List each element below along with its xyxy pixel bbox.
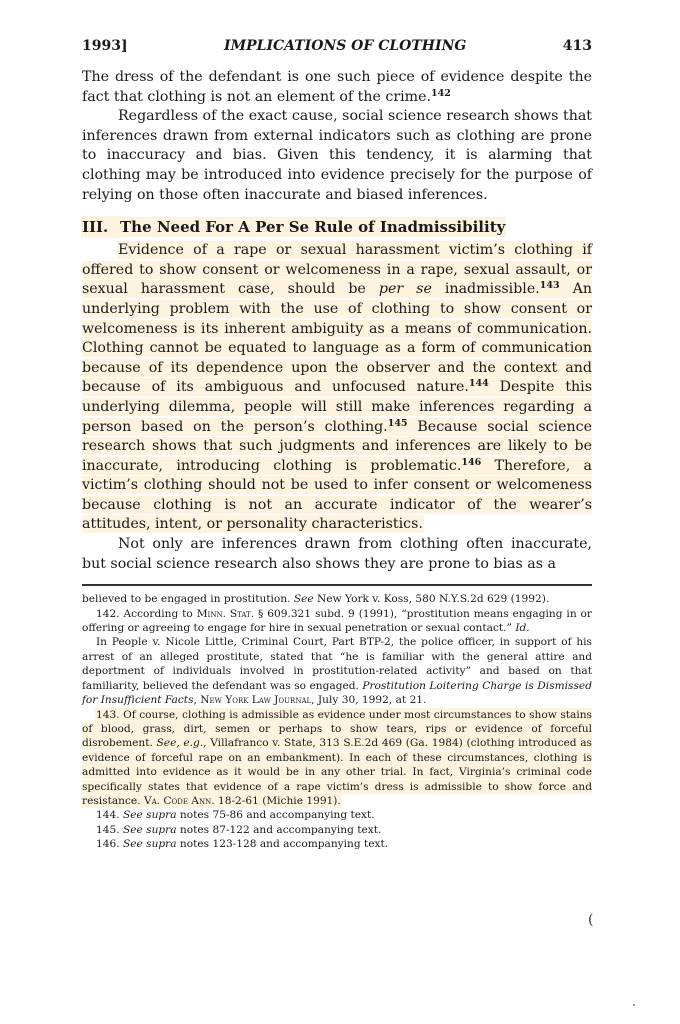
- p3-text-a-end: inadmissible.: [431, 281, 540, 298]
- fn145-see: See supra: [122, 823, 177, 836]
- fn142b-text-b: ,: [193, 694, 201, 707]
- paragraph-1-text: The dress of the defendant is one such piece of evidence despite the fact that clothing is not an element of the crime.: [82, 69, 592, 105]
- p3-text-e: Therefore, a victim’s clothing should not be used to infer consent or welcomeness because clothing is not an accurate indicator of the wearer’s attitudes, intent, or personality characteristics.: [82, 457, 592, 533]
- footnote-divider: [82, 584, 592, 586]
- header-year: 1993]: [82, 38, 128, 54]
- section-title: The Need For A Per Se Rule of Inadmissibility: [120, 218, 506, 237]
- fn146-text: notes 123-128 and accompanying text.: [176, 838, 389, 851]
- footnote-ref-142[interactable]: 142: [431, 87, 451, 99]
- fn142b-text-c: , July 30, 1992, at 21.: [311, 694, 427, 707]
- margin-pencil-mark: (: [588, 912, 594, 928]
- paragraph-2: Regardless of the exact cause, social science research shows that inferences drawn from external indicators such as clothing are prone to inaccuracy and bias. Given this tendency, it is alarming that clothing may be introduced into evidence precisely for the purpose of relying on those often inaccurate and biased inferences.: [82, 108, 592, 203]
- p3-text-a: Evidence of a rape or sexual harassment victim’s clothing if offered to show consent or welcomeness in a rape, sexual assault, or sexual harassment case, should be: [82, 242, 592, 298]
- fn-cont-see: See: [293, 593, 314, 606]
- fn146-see: See supra: [122, 838, 177, 851]
- section-heading: [82, 217, 592, 237]
- footnote-143-number: 143.: [96, 708, 120, 721]
- footnote-144: [82, 808, 592, 822]
- fn143-see: See, e.g.: [156, 737, 204, 750]
- fn-cont-text-b: New York v. Koss, 580 N.Y.S.2d 629 (1992).: [313, 593, 550, 606]
- fn142b-journal: New York Law Journal: [200, 694, 312, 707]
- fn145-text: notes 87-122 and accompanying text.: [176, 823, 382, 836]
- footnote-ref-144[interactable]: 144: [468, 378, 489, 390]
- running-header: [82, 38, 592, 60]
- fn143-text-c: 18-2-61 (Michie 1991).: [214, 794, 341, 807]
- footnote-ref-143[interactable]: 143: [539, 280, 560, 292]
- header-title: IMPLICATIONS OF CLOTHING: [224, 38, 467, 54]
- fn144-text: notes 75-86 and accompanying text.: [176, 809, 375, 822]
- paragraph-4: Not only are inferences drawn from clothing often inaccurate, but social science research also shows they are prone to bias as a: [82, 536, 592, 572]
- main-text: [82, 68, 592, 574]
- section-numeral: III.: [82, 217, 120, 237]
- fn143-text-b: , Villafranco v. State, 313 S.E.2d 469 (Ga. 1984) (clothing introduced as evidence of forceful rape on an embankment). In each of these circumstances, clothing is admitted into evidence as it would be in any other trial. In fact, Virginia’s criminal code specifically states that evidence of a rape victim’s dress is admissible to show force and resistance.: [82, 737, 592, 807]
- scan-speck: [633, 1004, 635, 1006]
- footnote-142-number: 142.: [96, 607, 120, 620]
- footnote-142: [82, 607, 592, 636]
- fn142-statute: Minn. Stat.: [196, 607, 255, 620]
- footnote-145: [82, 823, 592, 837]
- p3-text-c: Despite this underlying dilemma, people will still make inferences regarding a person based on the person’s clothing.: [82, 379, 592, 435]
- footnote-ref-146[interactable]: 146: [461, 456, 482, 468]
- fn142-text-b: § 609.321 subd. 9 (1991), “prostitution means engaging in or offering or agreeing to engage for hire in sexual penetration or sexual contact.”: [82, 607, 592, 635]
- document-page: [82, 38, 592, 852]
- footnote-146-number: 146.: [96, 838, 120, 851]
- fn142b-text-a: In People v. Nicole Little, Criminal Court, Part BTP-2, the police officer, in support of his arrest of an alleged prostitute, stated that “he is familiar with the general attire and deportment of individuals involved in prostitution-related activity” and based on that familiarity, believed the defendant was so engaged.: [82, 636, 592, 692]
- footnote-142-continued: [82, 635, 592, 707]
- fn142-text-a: According to: [119, 607, 197, 620]
- fn142b-article-title: Prostitution Loitering Charge is Dismissed for Insufficient Facts: [82, 679, 592, 707]
- fn144-see: See supra: [122, 809, 177, 822]
- footnote-145-number: 145.: [96, 823, 120, 836]
- paragraph-1: [82, 68, 592, 107]
- footnotes: [82, 592, 592, 851]
- page-number: 413: [562, 38, 592, 54]
- paragraph-3: [82, 241, 592, 535]
- p3-italic-per-se: per se: [378, 281, 432, 298]
- footnote-ref-145[interactable]: 145: [387, 417, 408, 429]
- fn142-id: Id.: [515, 622, 530, 635]
- p3-text-b: An underlying problem with the use of clothing to show consent or welcomeness is its inherent ambiguity as a means of communication. Clothing cannot be equated to language as a form of communication because of its dependence upon the observer and the context and because of its ambiguous and unfocused nature.: [82, 281, 592, 396]
- p3-text-d: Because social science research shows that such judgments and inferences are likely to be inaccurate, introducing clothing is problematic.: [82, 418, 593, 474]
- footnote-continuation: [82, 592, 592, 606]
- footnote-144-number: 144.: [96, 809, 120, 822]
- fn-cont-text-a: believed to be engaged in prostitution.: [82, 593, 294, 606]
- footnote-143: [82, 708, 592, 809]
- footnote-146: [82, 837, 592, 851]
- fn143-code: Va. Code Ann.: [143, 794, 215, 807]
- fn143-text-a: Of course, clothing is admissible as evidence under most circumstances to show stains of blood, grass, dirt, semen or perhaps to show tears, rips or evidence of forceful disrobement.: [82, 708, 592, 750]
